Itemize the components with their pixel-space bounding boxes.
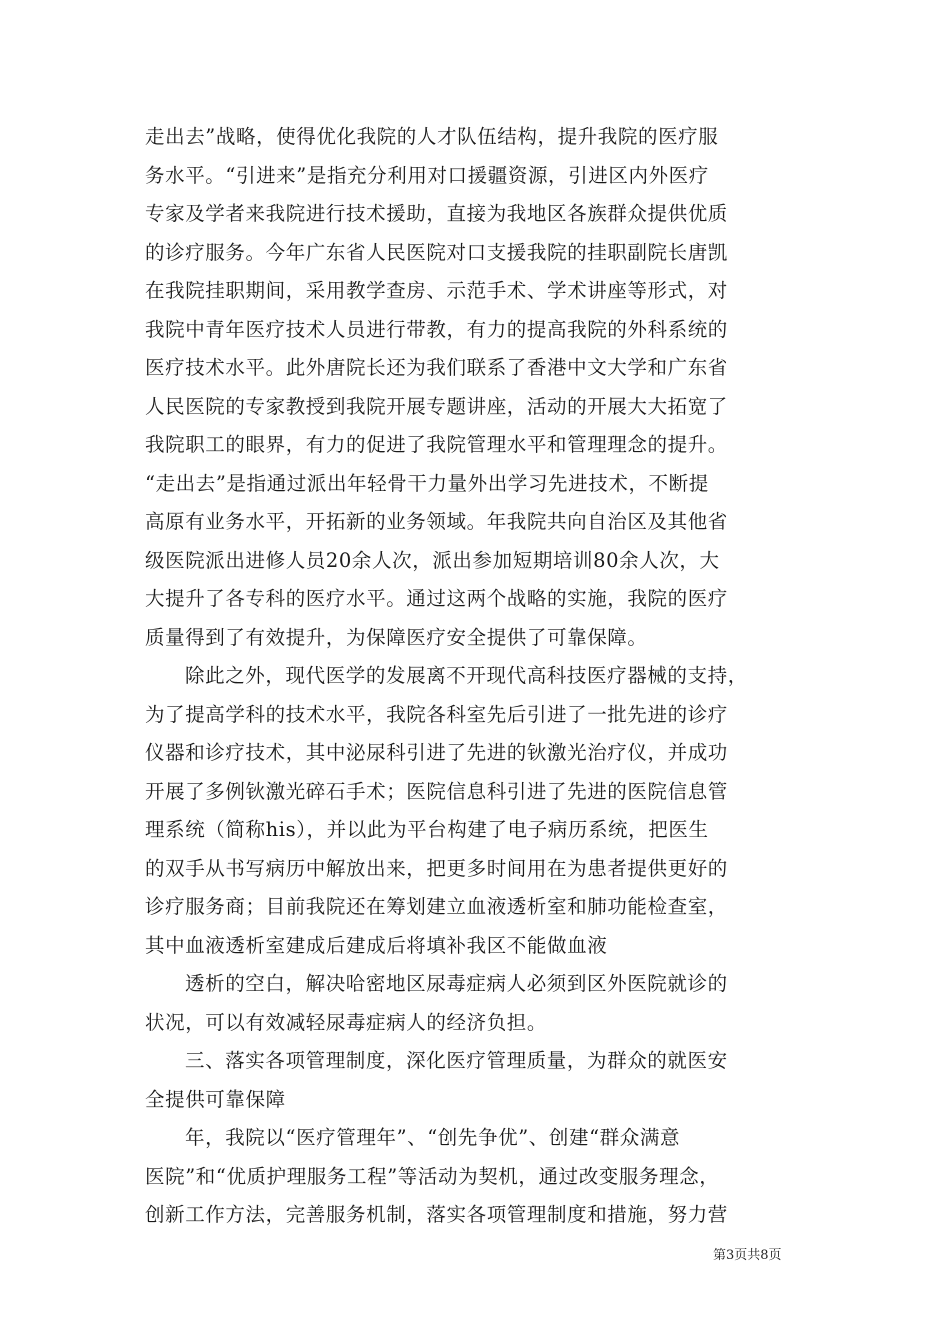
text-line: 创新工作方法，完善服务机制，落实各项管理制度和措施，努力营 xyxy=(145,1203,728,1226)
text-line: 全提供可靠保障 xyxy=(145,1087,286,1111)
text-line: 我院中青年医疗技术人员进行带教，有力的提高我院的外科系统的 xyxy=(145,317,728,341)
text-line: 我院职工的眼界，有力的促进了我院管理水平和管理理念的提升。 xyxy=(145,433,728,456)
text-line: 人民医院的专家教授到我院开展专题讲座，活动的开展大大拓宽了 xyxy=(145,394,728,418)
text-line: 除此之外，现代医学的发展离不开现代高科技医疗器械的支持， xyxy=(185,664,748,687)
text-line: 质量得到了有效提升，为保障医疗安全提供了可靠保障。 xyxy=(145,625,648,649)
text-line: 高原有业务水平，开拓新的业务领域。年我院共向自治区及其他省 xyxy=(145,510,728,533)
text-line: 大提升了各专科的医疗水平。通过这两个战略的实施，我院的医疗 xyxy=(145,587,728,610)
text-line: 理系统（简称his），并以此为平台构建了电子病历系统，把医生 xyxy=(145,818,709,841)
text-line: 其中血液透析室建成后建成后将填补我区不能做血液 xyxy=(145,933,608,957)
text-line: 在我院挂职期间，采用教学查房、示范手术、学术讲座等形式，对 xyxy=(145,279,728,302)
text-line: 务水平。“引进来”是指充分利用对口援疆资源，引进区内外医疗 xyxy=(145,163,709,187)
text-line: 的诊疗服务。今年广东省人民医院对口支援我院的挂职副院长唐凯 xyxy=(145,240,728,264)
text-line: 走出去”战略，使得优化我院的人才队伍结构，提升我院的医疗服 xyxy=(145,125,719,148)
text-line: 透析的空白，解决哈密地区尿毒症病人必须到区外医院就诊的 xyxy=(185,972,728,995)
text-line: 的双手从书写病历中解放出来，把更多时间用在为患者提供更好的 xyxy=(145,856,728,880)
text-line: 状况，可以有效减轻尿毒症病人的经济负担。 xyxy=(145,1010,548,1034)
text-line: 开展了多例钬激光碎石手术；医院信息科引进了先进的医院信息管 xyxy=(145,779,728,803)
text-line: 三、落实各项管理制度，深化医疗管理质量，为群众的就医安 xyxy=(185,1049,728,1072)
text-line: 年，我院以“医疗管理年”、“创先争优”、创建“群众满意 xyxy=(185,1126,681,1149)
text-line: “走出去”是指通过派出年轻骨干力量外出学习先进技术，不断提 xyxy=(145,471,709,495)
page-number: 第3页共8页 xyxy=(713,1248,782,1263)
text-line: 诊疗服务商；目前我院还在筹划建立血液透析室和肺功能检查室， xyxy=(145,895,728,918)
text-line: 级医院派出进修人员20余人次，派出参加短期培训80余人次，大 xyxy=(145,548,720,572)
body-text xyxy=(145,118,815,1235)
text-line: 专家及学者来我院进行技术援助，直接为我地区各族群众提供优质 xyxy=(145,202,728,225)
text-line: 医疗技术水平。此外唐院长还为我们联系了香港中文大学和广东省 xyxy=(145,356,728,379)
text-line: 为了提高学科的技术水平，我院各科室先后引进了一批先进的诊疗 xyxy=(145,702,728,726)
text-line: 仪器和诊疗技术，其中泌尿科引进了先进的钬激光治疗仪，并成功 xyxy=(145,741,728,764)
text-line: 医院”和“优质护理服务工程”等活动为契机，通过改变服务理念， xyxy=(145,1164,720,1188)
